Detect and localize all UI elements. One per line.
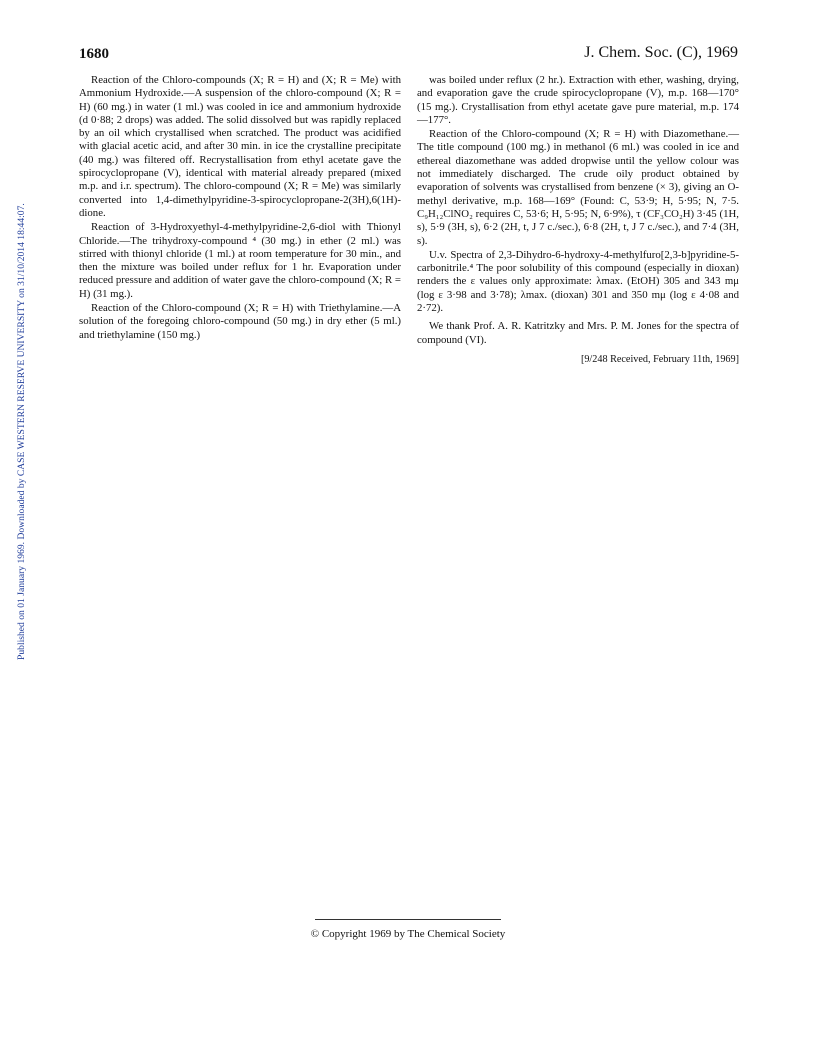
- footer-divider: [315, 919, 501, 920]
- journal-header: J. Chem. Soc. (C), 1969: [584, 44, 738, 61]
- paragraph-diazomethane: Reaction of the Chloro-compound (X; R = H) with Diazomethane.—The title compound (100 mg.) in methanol (6 ml.) was cooled in ice and ethereal diazomethane was added dropwise until the yellow colour was not immediately discharged. The crude oily product obtained by evaporation of solvents was crystallised from benzene (× 3), giving an O-methyl derivative, m.p. 168—169° (Found: C, 53·9; H, 5·95; N, 7·5. C₉H₁₂ClNO₂ requires C, 53·6; H, 5·95; N, 6·9%), τ (CF₃CO₂H) 3·45 (1H, s), 5·9 (3H, s), 6·2 (2H, t, J 7 c./sec.), 6·8 (2H, t, J 7 c./sec.), and 7·4 (3H, s).: [417, 128, 739, 247]
- received-date: [9/248 Received, February 11th, 1969]: [580, 353, 739, 365]
- right-column: [417, 74, 739, 366]
- download-watermark: [4, 150, 27, 660]
- copyright-notice: © Copyright 1969 by The Chemical Society: [310, 928, 506, 940]
- paragraph-continuation: was boiled under reflux (2 hr.). Extraction with ether, washing, drying, and evaporation gave the crude spirocyclopropane (V), m.p. 168—170° (15 mg.). Crystallisation from ethyl acetate gave pure material, m.p. 174—177°.: [417, 74, 739, 126]
- paragraph-ammonium-hydroxide: Reaction of the Chloro-compounds (X; R = H) and (X; R = Me) with Ammonium Hydroxide.—A suspension of the chloro-compound (X; R = H) (60 mg.) in water (1 ml.) was cooled in ice and ammonium hydroxide (d 0·88; 2 drops) was added. The solid dissolved but was rapidly replaced by an oil which crystallised when scratched. The product was acidified with glacial acetic acid, and after 30 min. in ice the crystalline precipitate (40 mg.) was filtered off. Recrystallisation from ethyl acetate gave the spirocyclopropane (V), identical with material already prepared (mixed m.p. and i.r. spectrum). The chloro-compound (X; R = Me) was similarly converted into 1,4-dimethylpyridine-3-spirocyclopropane-2(3H),6(1H)-dione.: [79, 74, 401, 219]
- paragraph-triethylamine: Reaction of the Chloro-compound (X; R = H) with Triethylamine.—A solution of the foregoing chloro-compound (50 mg.) in dry ether (5 ml.) and triethylamine (150 mg.): [79, 302, 401, 341]
- acknowledgements: We thank Prof. A. R. Katritzky and Mrs. P. M. Jones for the spectra of compound (VI).: [417, 320, 739, 346]
- download-watermark-text: Published on 01 January 1969. Downloaded by CASE WESTERN RESERVE UNIVERSITY on 31/10/2014 18:44:07.: [16, 203, 27, 660]
- page-number: 1680: [79, 46, 109, 62]
- paragraph-thionyl-chloride: Reaction of 3-Hydroxyethyl-4-methylpyridine-2,6-diol with Thionyl Chloride.—The trihydroxy-compound ⁴ (30 mg.) in ether (2 ml.) was stirred with thionyl chloride (1 ml.) at room temperature for 30 min., and then the mixture was boiled under reflux for 1 hr. Evaporation under reduced pressure and addition of water gave the chloro-compound (X; R = H) (31 mg.).: [79, 221, 401, 300]
- paragraph-uv-spectra: U.v. Spectra of 2,3-Dihydro-6-hydroxy-4-methylfuro[2,3-b]pyridine-5-carbonitrile.⁴ The poor solubility of this compound (especially in dioxan) renders the ε values only approximate: λmax. (EtOH) 305 and 343 mμ (log ε 3·98 and 3·78); λmax. (dioxan) 301 and 350 mμ (log ε 4·08 and 2·72).: [417, 248, 739, 315]
- left-column: [79, 74, 401, 342]
